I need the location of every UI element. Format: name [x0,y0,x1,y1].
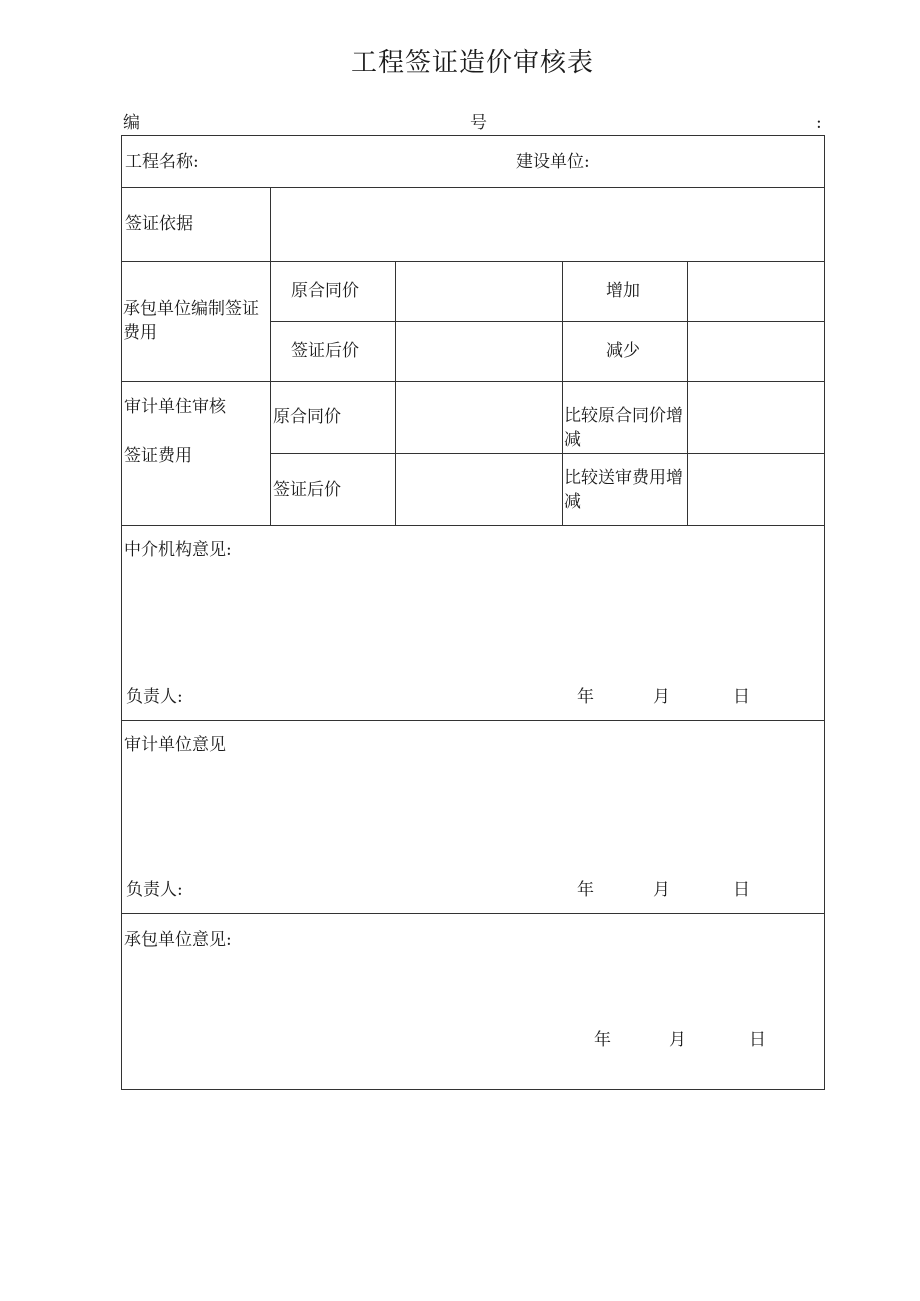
table-line [121,187,825,188]
table-line [562,261,563,525]
contractor-year: 年 [594,1030,611,1050]
table-line [824,135,825,1090]
increase-label: 增加 [606,281,640,301]
table-line [270,321,825,322]
audit-responsible-label: 负责人: [126,880,183,900]
contractor-visa-price: 签证后价 [291,341,359,361]
page-title: 工程签证造价审核表 [350,48,594,78]
table-line [121,1089,825,1090]
audit-opinion-label: 审计单位意见 [124,735,226,755]
contractor-month: 月 [669,1030,686,1050]
compare-submitted-label: 比较送审费用增减 [564,468,683,512]
number-label-right: 号 [470,113,487,133]
number-label-left: 编 [123,113,140,133]
contractor-opinion-label: 承包单位意见: [124,930,232,950]
intermediary-year: 年 [577,687,594,707]
construction-unit-label: 建设单位: [516,152,590,172]
intermediary-day: 日 [733,687,750,707]
table-line [121,135,122,1090]
compare-original-label: 比较原合同价增减 [564,406,683,450]
table-line [270,453,825,454]
table-line [687,261,688,525]
table-line [270,187,271,525]
intermediary-month: 月 [653,687,670,707]
table-line [121,135,825,136]
table-line [121,261,825,262]
audit-visa-price: 签证后价 [273,480,341,500]
contractor-fee-label: 承包单位编制签证费用 [123,299,259,343]
project-name-label: 工程名称: [125,152,199,172]
table-line [121,525,825,526]
contractor-original-price: 原合同价 [291,281,359,301]
audit-fee-label-line2: 签证费用 [124,446,192,466]
table-line [395,261,396,525]
contractor-day: 日 [749,1030,766,1050]
basis-label: 签证依据 [125,214,193,234]
audit-fee-label-line1: 审计单住审核 [124,397,226,417]
table-line [121,720,825,721]
table-line [121,381,825,382]
audit-month: 月 [653,880,670,900]
intermediary-opinion-label: 中介机构意见: [124,540,232,560]
decrease-label: 减少 [606,341,640,361]
table-line [121,913,825,914]
audit-day: 日 [733,880,750,900]
intermediary-responsible-label: 负责人: [126,687,183,707]
audit-original-price: 原合同价 [273,407,341,427]
audit-year: 年 [577,880,594,900]
number-colon: : [816,113,822,133]
